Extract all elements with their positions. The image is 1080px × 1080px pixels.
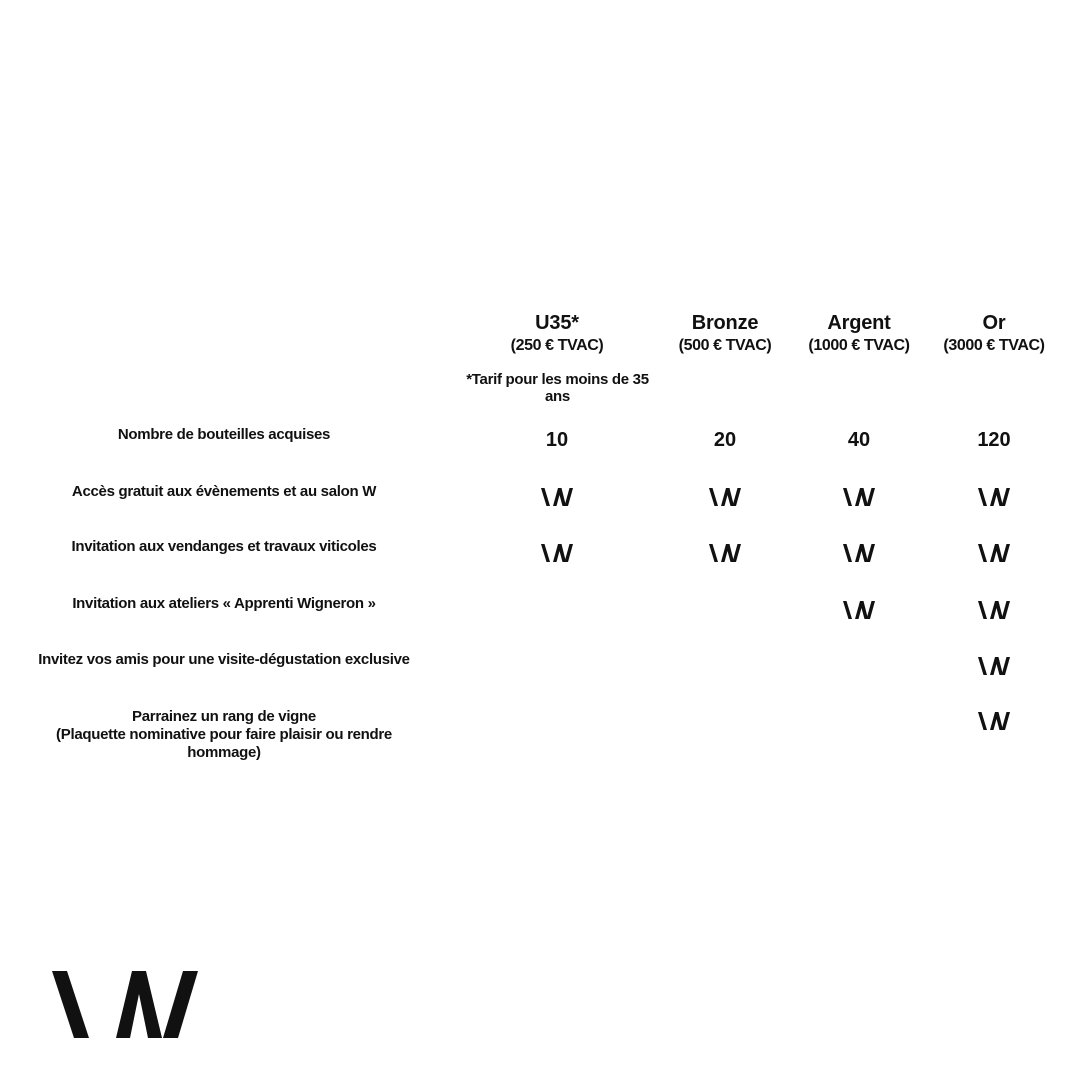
w-logo-mark-icon: [842, 488, 876, 506]
tier-header-or: [924, 311, 1064, 357]
tier-name: Bronze: [691, 312, 759, 334]
w-logo-mark-icon: [977, 657, 1011, 675]
tier-header-bronze: [655, 311, 795, 357]
row-label-line: Parrainez un rang de vigne: [132, 708, 316, 725]
row-label-bottles: Nombre de bouteilles acquises: [117, 426, 331, 443]
w-logo-mark-icon: [540, 544, 574, 562]
row-label-line: hommage): [187, 744, 261, 761]
tier-price: (3000 € TVAC): [943, 337, 1045, 354]
tier-name: Argent: [827, 312, 891, 334]
u35-footnote: *Tarif pour les moins de 35 ans: [466, 371, 649, 405]
w-logo-mark-icon: [977, 601, 1011, 619]
w-logo-mark-icon: [708, 544, 742, 562]
w-logo-mark-icon: [977, 544, 1011, 562]
tier-name: U35*: [535, 312, 579, 334]
row-label-friends-tasting: Invitez vos amis pour une visite-dégustation exclusive: [38, 651, 410, 668]
row-label-workshop-invitation: Invitation aux ateliers « Apprenti Wigneron »: [72, 595, 376, 612]
bottles-value-bronze: 20: [713, 429, 737, 451]
tier-name: Or: [982, 312, 1006, 334]
w-logo-mark-icon: [977, 712, 1011, 730]
w-logo-icon: [52, 971, 198, 1038]
w-logo-mark-icon: [977, 488, 1011, 506]
row-label-sponsor-vine-row: [24, 708, 424, 762]
w-logo-mark-icon: [708, 488, 742, 506]
bottles-value-argent: 40: [847, 429, 871, 451]
w-logo-mark-icon: [842, 544, 876, 562]
row-label-harvest-invitation: Invitation aux vendanges et travaux viticoles: [71, 538, 377, 555]
row-label-line: (Plaquette nominative pour faire plaisir ou rendre: [56, 726, 392, 743]
tier-price: (500 € TVAC): [678, 337, 772, 354]
bottles-value-u35: 10: [545, 429, 569, 451]
tier-header-argent: [789, 311, 929, 357]
tier-header-u35: [487, 311, 627, 357]
tier-price: (250 € TVAC): [510, 337, 604, 354]
row-label-free-access: Accès gratuit aux évènements et au salon W: [71, 483, 377, 500]
w-logo-mark-icon: [540, 488, 574, 506]
tier-price: (1000 € TVAC): [808, 337, 910, 354]
w-logo-mark-icon: [842, 601, 876, 619]
bottles-value-or: 120: [977, 429, 1011, 451]
